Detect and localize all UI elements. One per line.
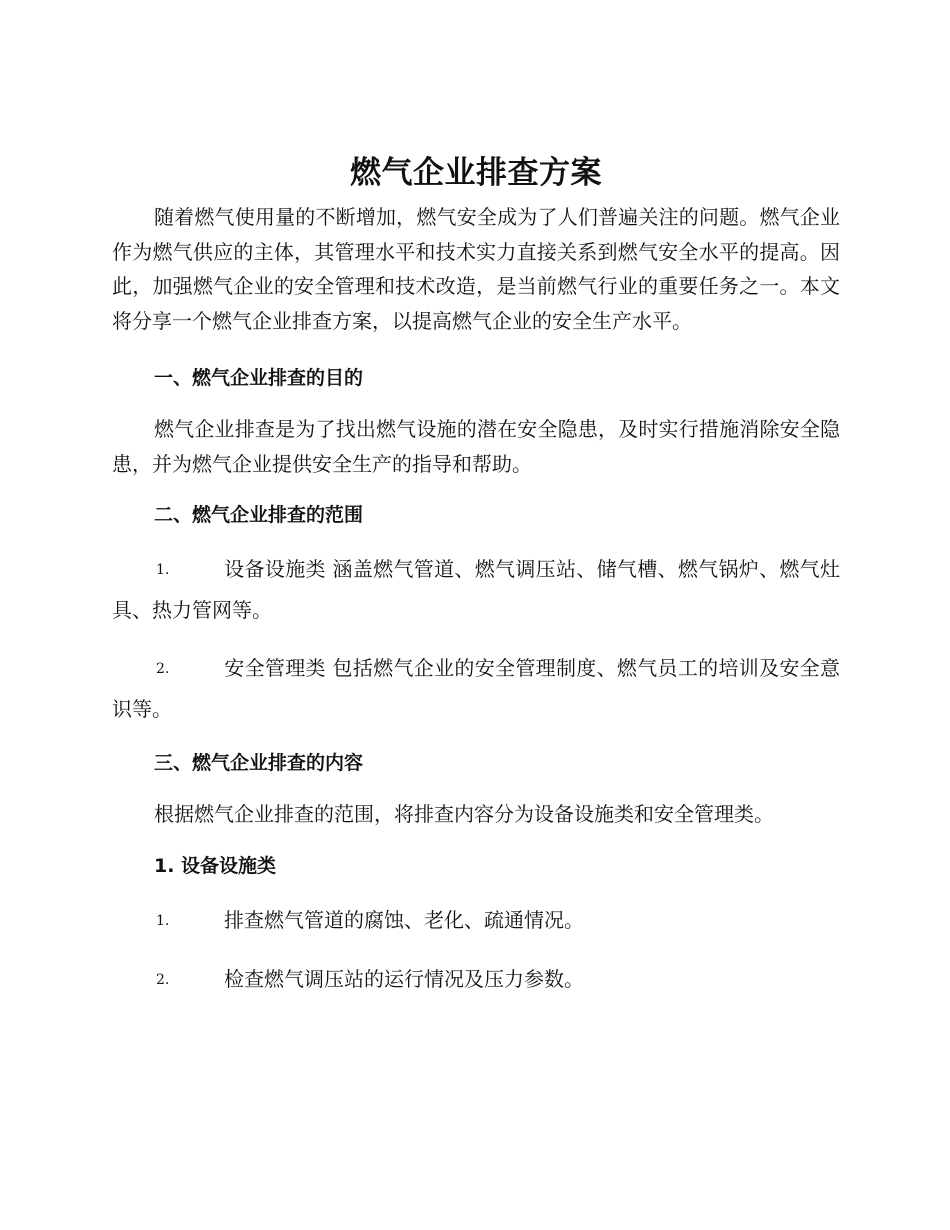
content-paragraph: 根据燃气企业排查的范围，将排查内容分为设备设施类和安全管理类。 (154, 802, 774, 826)
list-item-text: 检查燃气调压站的运行情况及压力参数。 (224, 966, 584, 991)
list-item-text: 排查燃气管道的腐蚀、老化、疏通情况。 (224, 907, 584, 932)
subsection-heading-equipment: 1. 设备设施类 (154, 854, 277, 877)
list-item-text: 安全管理类 包括燃气企业的安全管理制度、燃气员工的培训及安全意识等。 (112, 656, 840, 721)
list-item (112, 900, 840, 941)
section-heading-scope: 二、燃气企业排查的范围 (154, 504, 364, 526)
document-title: 燃气企业排查方案 (350, 155, 602, 191)
intro-paragraph: 随着燃气使用量的不断增加，燃气安全成为了人们普遍关注的问题。燃气企业作为燃气供应的主体，其管理水平和技术实力直接关系到燃气安全水平的提高。因此，加强燃气企业的安全管理和技术改造，是当前燃气行业的重要任务之一。本文将分享一个燃气企业排查方案，以提高燃气企业的安全生产水平。 (112, 205, 840, 333)
list-item (112, 549, 840, 630)
section-heading-content: 三、燃气企业排查的内容 (154, 752, 364, 774)
list-number: 1. (156, 912, 170, 929)
list-item (112, 959, 840, 1000)
purpose-paragraph: 燃气企业排查是为了找出燃气设施的潜在安全隐患，及时实行措施消除安全隐患，并为燃气企业提供安全生产的指导和帮助。 (112, 417, 840, 476)
document-page (112, 150, 840, 1000)
list-number: 1. (156, 562, 170, 578)
list-item-text: 设备设施类 涵盖燃气管道、燃气调压站、储气槽、燃气锅炉、燃气灶具、热力管网等。 (112, 557, 840, 622)
list-item (112, 648, 840, 729)
list-number: 2. (156, 661, 170, 677)
list-number: 2. (156, 971, 170, 988)
section-heading-purpose: 一、燃气企业排查的目的 (154, 367, 364, 389)
